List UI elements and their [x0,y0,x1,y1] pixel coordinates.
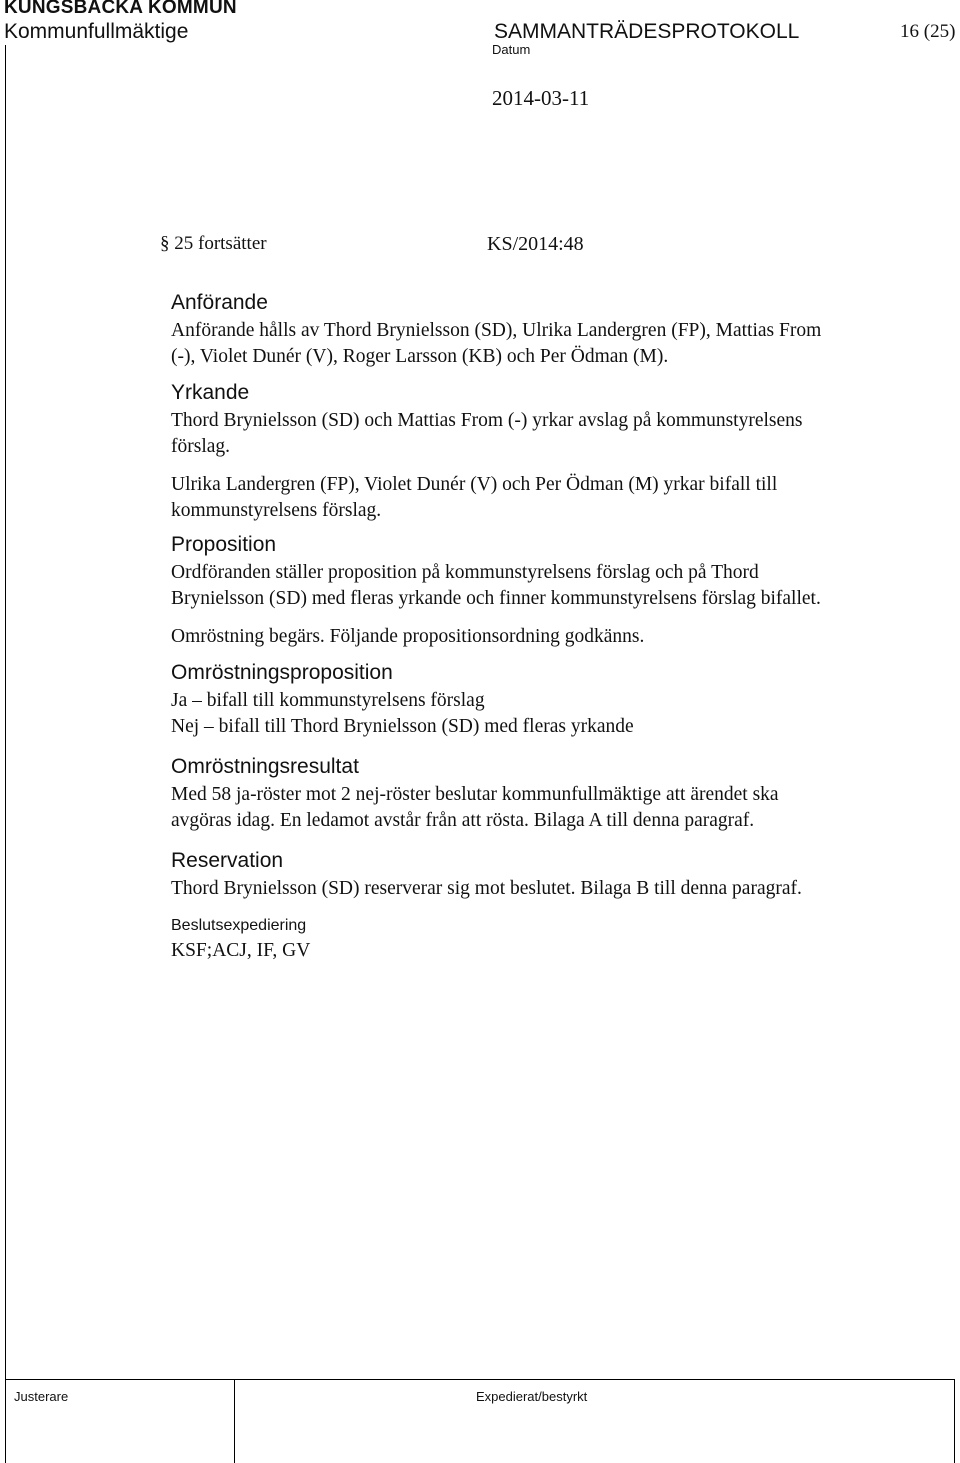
organization-name: KUNGSBACKA KOMMUN [4,0,237,18]
beslutsexpediering-text: KSF;ACJ, IF, GV [171,940,311,961]
proposition-text-1-line-2: Brynielsson (SD) med fleras yrkande och finner kommunstyrelsens förslag bifallet. [171,588,821,609]
heading-yrkande: Yrkande [171,381,250,404]
omrostningsresultat-text-line-1: Med 58 ja-röster mot 2 nej-röster beslutar kommunfullmäktige att ärendet ska [171,784,779,805]
heading-beslutsexpediering: Beslutsexpediering [171,917,307,934]
footer-divider [234,1379,235,1463]
footer-rule [5,1379,955,1380]
date-label: Datum [492,42,531,57]
protocol-body [171,288,941,964]
omrostningsproposition-ja: Ja – bifall till kommunstyrelsens förslag [171,690,485,711]
reservation-text: Thord Brynielsson (SD) reserverar sig mot beslutet. Bilaga B till denna paragraf. [171,878,802,899]
footer-right-rule [954,1379,955,1463]
page-number: 16 (25) [900,21,956,42]
heading-anforande: Anförande [171,291,268,314]
meeting-date: 2014-03-11 [492,86,590,110]
yrkande-text-2-line-1: Ulrika Landergren (FP), Violet Dunér (V) och Per Ödman (M) yrkar bifall till [171,474,778,495]
omrostningsproposition-nej: Nej – bifall till Thord Brynielsson (SD) med fleras yrkande [171,716,634,737]
anforande-text-line-1: Anförande hålls av Thord Brynielsson (SD), Ulrika Landergren (FP), Mattias From [171,320,822,341]
left-margin-rule [5,45,6,1463]
yrkande-text-1-line-1: Thord Brynielsson (SD) och Mattias From (-) yrkar avslag på kommunstyrelsens [171,410,803,431]
yrkande-text-2-line-2: kommunstyrelsens förslag. [171,500,382,521]
footer-justerare-label: Justerare [14,1389,69,1404]
yrkande-text-1-line-2: förslag. [171,436,231,457]
paragraph-reference: § 25 fortsätter [160,233,267,254]
heading-reservation: Reservation [171,849,284,872]
footer-expedierat-label: Expedierat/bestyrkt [476,1389,588,1404]
heading-omrostningsresultat: Omröstningsresultat [171,755,359,778]
proposition-text-1-line-1: Ordföranden ställer proposition på kommunstyrelsens förslag och på Thord [171,562,759,583]
omrostningsresultat-text-line-2: avgöras idag. En ledamot avstår från att rösta. Bilaga A till denna paragraf. [171,810,755,831]
department-name: Kommunfullmäktige [4,20,189,43]
document-type: SAMMANTRÄDESPROTOKOLL [494,20,800,43]
anforande-text-line-2: (-), Violet Dunér (V), Roger Larsson (KB) och Per Ödman (M). [171,346,669,367]
heading-omrostningsproposition: Omröstningsproposition [171,661,393,684]
case-number: KS/2014:48 [487,233,584,255]
heading-proposition: Proposition [171,533,277,556]
proposition-text-2: Omröstning begärs. Följande propositionsordning godkänns. [171,626,645,647]
